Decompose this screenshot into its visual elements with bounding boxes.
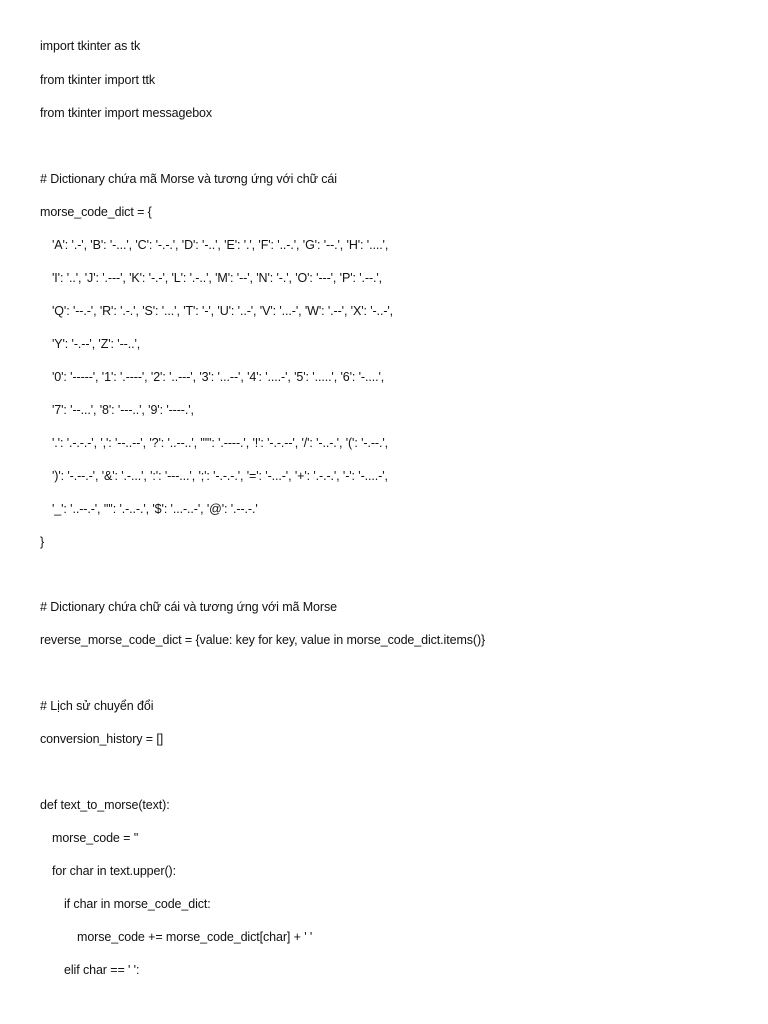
code-line-dict-open: morse_code_dict = {	[40, 205, 152, 219]
code-line-for-loop: for char in text.upper():	[52, 864, 176, 878]
code-line-reverse-dict: reverse_morse_code_dict = {value: key for key, value in morse_code_dict.items()}	[40, 633, 486, 647]
code-line-dict-row: 'I': '..', 'J': '.---', 'K': '-.-', 'L': '.-..', 'M': '--', 'N': '-.', 'O': '---', 'P': '.--.',	[52, 271, 383, 285]
code-comment-history: # Lịch sử chuyển đổi	[40, 699, 154, 713]
code-line-dict-row: '_': '..--.-', '"': '.-..-.', '$': '...-..-', '@': '.--.-.'	[52, 502, 258, 516]
code-line-dict-row: 'A': '.-', 'B': '-...', 'C': '-.-.', 'D': '-..', 'E': '.', 'F': '..-.', 'G': '--.', 'H': '....',	[52, 238, 389, 252]
code-line-elif-space: elif char == ' ':	[64, 963, 140, 977]
code-line-import-ttk: from tkinter import ttk	[40, 73, 156, 87]
code-line-import-messagebox: from tkinter import messagebox	[40, 106, 213, 120]
code-line-import-tk: import tkinter as tk	[40, 39, 141, 53]
code-line-dict-row: 'Y': '-.--', 'Z': '--..',	[52, 337, 141, 351]
code-line-dict-row: '7': '--...', '8': '---..', '9': '----.',	[52, 403, 194, 417]
code-line-history: conversion_history = []	[40, 732, 164, 746]
code-line-dict-row: ')': '-.--.-', '&': '.-...', ':': '---...', ';': '-.-.-.', '=': '-...-', '+': '.-.-.', '-': '-....-',	[52, 469, 388, 483]
code-line-dict-row: '0': '-----', '1': '.----', '2': '..---', '3': '...--', '4': '....-', '5': '.....', '6': '-....',	[52, 370, 385, 384]
code-comment-morse-dict: # Dictionary chứa mã Morse và tương ứng với chữ cái	[40, 172, 337, 186]
code-line-if-char: if char in morse_code_dict:	[64, 897, 211, 911]
code-line-dict-row: '.': '.-.-.-', ',': '--..--', '?': '..--..', "'": '.----.', '!': '-.-.--', '/': '-..-.', '(': '-.--.',	[52, 436, 388, 450]
code-comment-reverse-dict: # Dictionary chứa chữ cái và tương ứng với mã Morse	[40, 600, 337, 614]
code-line-dict-row: 'Q': '--.-', 'R': '.-.', 'S': '...', 'T': '-', 'U': '..-', 'V': '...-', 'W': '.--', 'X': '-..-',	[52, 304, 394, 318]
code-line-def-text-to-morse: def text_to_morse(text):	[40, 798, 170, 812]
code-line-morse-init: morse_code = ''	[52, 831, 139, 845]
code-line-dict-close: }	[40, 535, 45, 549]
code-line-append-morse: morse_code += morse_code_dict[char] + ' '	[77, 930, 313, 944]
